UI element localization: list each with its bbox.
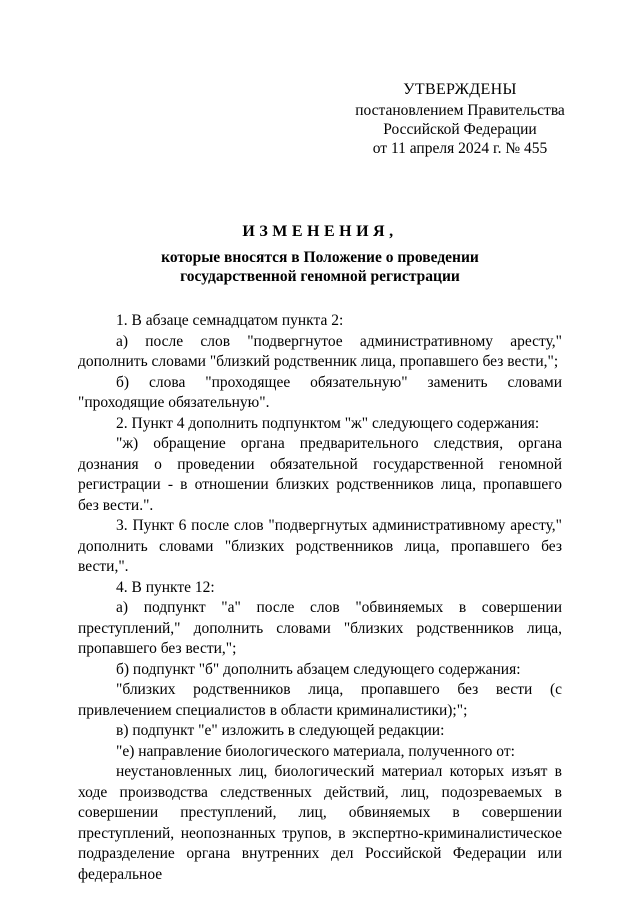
paragraph-2: 2. Пункт 4 дополнить подпунктом "ж" следующего содержания:: [116, 414, 540, 432]
approval-line-3: от 11 апреля 2024 г. № 455: [372, 140, 548, 157]
document-subtitle-line-1: которые вносятся в Положение о проведении: [161, 249, 479, 266]
approval-block: [330, 80, 590, 158]
paragraph-1: 1. В абзаце семнадцатом пункта 2:: [116, 312, 344, 329]
paragraph-3: 3. Пункт 6 после слов "подвергнутых административному аресту," дополнить словами "близких родственников лица, пропавшего без вести,".: [78, 517, 562, 575]
paragraph-2-quote: "ж) обращение органа предварительного следствия, органа дознания о проведении обязательной государственной геномной регистрации - в отношении близких родственников лица, пропавшего без вести.".: [78, 435, 562, 514]
paragraph-4a: а) подпункт "а" после слов "обвиняемых в совершении преступлений," дополнить словами "близких родственников лица, пропавшего без вести,";: [78, 599, 562, 657]
paragraph-1a: а) после слов "подвергнутое административному аресту," дополнить словами "близкий родственник лица, пропавшего без вести,";: [78, 332, 562, 370]
paragraph-4b: б) подпункт "б" дополнить абзацем следующего содержания:: [116, 660, 521, 678]
document-body: [78, 311, 562, 885]
document-subtitle-line-2: государственной геномной регистрации: [180, 268, 460, 285]
paragraph-4v: в) подпункт "е" изложить в следующей редакции:: [116, 722, 445, 739]
paragraph-1b: б) слова "проходящее обязательную" заменить словами "проходящие обязательную".: [78, 373, 562, 411]
document-title: ИЗМЕНЕНИЯ,: [242, 223, 398, 240]
paragraph-4b-quote: "близких родственников лица, пропавшего без вести (с привлечением специалистов в области криминалистики);";: [78, 681, 562, 719]
paragraph-4: 4. В пункте 12:: [116, 578, 215, 596]
paragraph-4v-continued: неустановленных лиц, биологический материал которых изъят в ходе производства следственных действий, лиц, подозреваемых в совершении преступлений, лиц, обвиняемых в совершении преступлений, неопознанных трупов, в экспертно-криминалистическое подразделение органа внутренних дел Российской Федерации или федеральное: [78, 763, 562, 883]
approval-title: УТВЕРЖДЕНЫ: [403, 81, 517, 98]
paragraph-4v-quote: "е) направление биологического материала, полученного от:: [116, 742, 515, 760]
document-heading: [78, 222, 562, 286]
approval-line-1: постановлением Правительства: [355, 102, 565, 119]
approval-line-2: Российской Федерации: [383, 121, 537, 138]
